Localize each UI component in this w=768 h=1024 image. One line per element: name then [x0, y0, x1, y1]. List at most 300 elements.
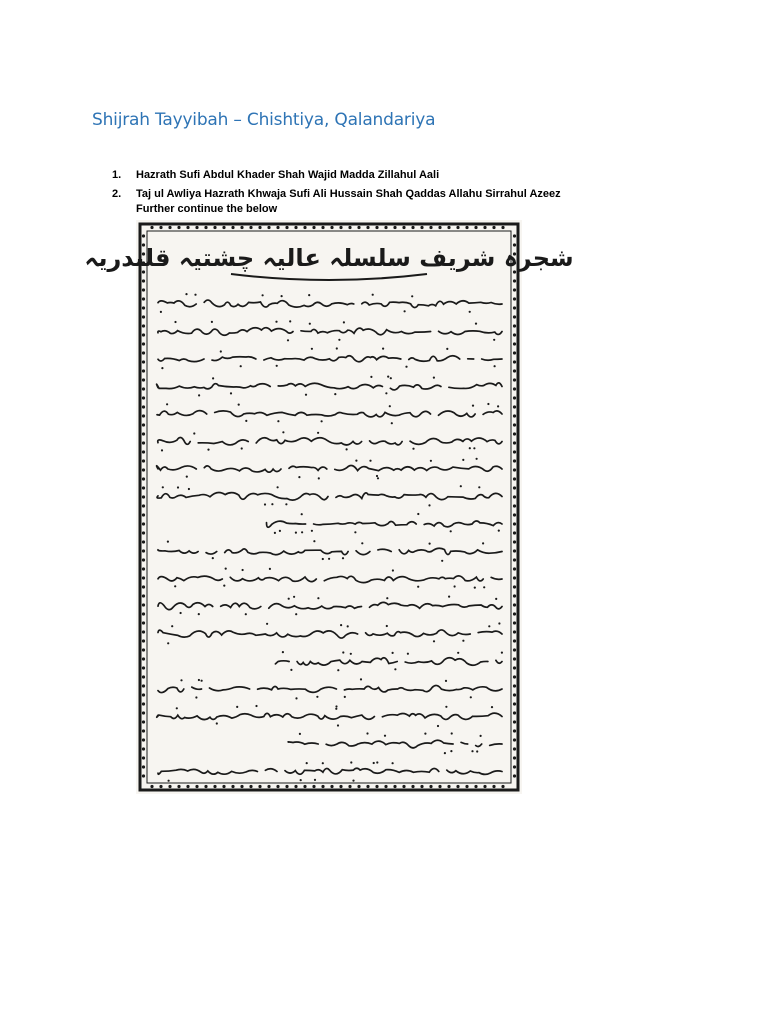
handwritten-line: [158, 356, 502, 362]
diacritic-dot: [186, 476, 188, 478]
diacritic-dot: [433, 640, 435, 642]
diacritic-dot: [317, 432, 319, 434]
border-ornament: [513, 297, 516, 300]
diacritic-dot: [236, 706, 238, 708]
diacritic-dot: [277, 420, 279, 422]
diacritic-dot: [264, 503, 266, 505]
handwritten-line: [267, 521, 503, 527]
diacritic-dot: [282, 431, 284, 433]
diacritic-dot: [266, 623, 268, 625]
handwritten-line: [157, 411, 502, 417]
list-item-number: 1.: [112, 169, 122, 181]
border-ornament: [456, 226, 459, 229]
handwritten-line: [288, 740, 502, 748]
border-ornament: [142, 315, 145, 318]
border-ornament: [186, 785, 189, 788]
border-ornament: [142, 621, 145, 624]
border-ornament: [142, 675, 145, 678]
border-ornament: [492, 226, 495, 229]
diacritic-dot: [162, 486, 164, 488]
border-ornament: [384, 226, 387, 229]
handwritten-line: [157, 383, 502, 390]
border-ornament: [222, 785, 225, 788]
border-ornament: [513, 315, 516, 318]
handwritten-line: [158, 602, 502, 609]
border-ornament: [513, 324, 516, 327]
border-ornament: [339, 785, 342, 788]
diacritic-dot: [288, 598, 290, 600]
border-ornament: [285, 785, 288, 788]
border-ornament: [142, 693, 145, 696]
border-ornament: [303, 226, 306, 229]
border-ornament: [276, 226, 279, 229]
diacritic-dot: [274, 532, 276, 534]
diacritic-dot: [412, 448, 414, 450]
diacritic-dot: [299, 733, 301, 735]
diacritic-dot: [497, 405, 499, 407]
border-ornament: [142, 558, 145, 561]
border-ornament: [393, 226, 396, 229]
border-ornament: [429, 785, 432, 788]
diacritic-dot: [318, 477, 320, 479]
border-ornament: [513, 666, 516, 669]
diacritic-dot: [185, 293, 187, 295]
border-ornament: [513, 414, 516, 417]
diacritic-dot: [308, 294, 310, 296]
border-ornament: [142, 450, 145, 453]
diacritic-dot: [394, 668, 396, 670]
diacritic-dot: [340, 624, 342, 626]
border-ornament: [142, 522, 145, 525]
border-ornament: [513, 441, 516, 444]
border-ornament: [513, 585, 516, 588]
diacritic-dot: [334, 393, 336, 395]
border-ornament: [513, 648, 516, 651]
border-ornament: [150, 785, 153, 788]
border-ornament: [513, 522, 516, 525]
border-ornament: [142, 603, 145, 606]
border-ornament: [142, 612, 145, 615]
border-ornament: [231, 785, 234, 788]
border-ornament: [142, 684, 145, 687]
diacritic-dot: [352, 780, 354, 782]
diacritic-dot: [373, 762, 375, 764]
diacritic-dot: [487, 403, 489, 405]
scanned-urdu-document-image: [84, 220, 574, 794]
border-ornament: [142, 648, 145, 651]
diacritic-dot: [437, 725, 439, 727]
ornamental-border: [142, 226, 516, 788]
border-ornament: [411, 785, 414, 788]
border-ornament: [513, 576, 516, 579]
border-ornament: [513, 729, 516, 732]
diacritic-dot: [471, 750, 473, 752]
border-ornament: [142, 306, 145, 309]
diacritic-dot: [480, 735, 482, 737]
diacritic-dot: [212, 377, 214, 379]
border-ornament: [142, 540, 145, 543]
diacritic-dot: [429, 543, 431, 545]
border-ornament: [513, 594, 516, 597]
diacritic-dot: [177, 486, 179, 488]
diacritic-dot: [346, 448, 348, 450]
border-ornament: [142, 414, 145, 417]
diacritic-dot: [498, 530, 500, 532]
diacritic-dot: [211, 321, 213, 323]
border-ornament: [142, 549, 145, 552]
border-ornament: [186, 226, 189, 229]
border-ornament: [366, 785, 369, 788]
diacritic-dot: [445, 706, 447, 708]
border-ornament: [513, 504, 516, 507]
diacritic-dot: [321, 420, 323, 422]
border-ornament: [513, 540, 516, 543]
diacritic-dot: [295, 532, 297, 534]
border-ornament: [142, 477, 145, 480]
border-ornament: [513, 234, 516, 237]
diacritic-dot: [354, 531, 356, 533]
diacritic-dot: [386, 597, 388, 599]
border-ornament: [142, 333, 145, 336]
border-ornament: [142, 378, 145, 381]
border-ornament: [142, 702, 145, 705]
border-ornament: [348, 226, 351, 229]
diacritic-dot: [161, 449, 163, 451]
diacritic-dot: [343, 321, 345, 323]
diacritic-dot: [342, 557, 344, 559]
border-ornament: [513, 288, 516, 291]
diacritic-dot: [376, 761, 378, 763]
handwritten-line: [158, 300, 502, 307]
diacritic-dot: [460, 485, 462, 487]
diacritic-dot: [428, 504, 430, 506]
border-ornament: [465, 785, 468, 788]
handwritten-line: [158, 576, 502, 583]
border-ornament: [142, 531, 145, 534]
border-ornament: [513, 639, 516, 642]
diacritic-dot: [488, 625, 490, 627]
diacritic-dot: [350, 761, 352, 763]
border-ornament: [513, 603, 516, 606]
diacritic-dot: [174, 321, 176, 323]
diacritic-dot: [386, 625, 388, 627]
handwritten-line: [158, 630, 502, 638]
diacritic-dot: [309, 323, 311, 325]
diacritic-dot: [451, 732, 453, 734]
diacritic-dot: [462, 459, 464, 461]
border-ornament: [142, 567, 145, 570]
border-ornament: [142, 288, 145, 291]
outer-border: [140, 224, 518, 790]
diacritic-dot: [269, 568, 271, 570]
inner-border: [147, 231, 511, 783]
border-ornament: [513, 657, 516, 660]
border-ornament: [447, 226, 450, 229]
border-ornament: [159, 785, 162, 788]
border-ornament: [142, 405, 145, 408]
diacritic-dot: [382, 348, 384, 350]
border-ornament: [142, 432, 145, 435]
diacritic-dot: [277, 486, 279, 488]
border-ornament: [142, 369, 145, 372]
border-ornament: [429, 226, 432, 229]
diacritic-dot: [372, 294, 374, 296]
border-ornament: [447, 785, 450, 788]
diacritic-dot: [194, 294, 196, 296]
diacritic-dot: [285, 503, 287, 505]
border-ornament: [513, 702, 516, 705]
border-ornament: [240, 226, 243, 229]
diacritic-dot: [476, 458, 478, 460]
diacritic-dot: [344, 696, 346, 698]
diacritic-dot: [290, 669, 292, 671]
diacritic-dot: [167, 642, 169, 644]
diacritic-dot: [262, 294, 264, 296]
diacritic-dot: [167, 541, 169, 543]
diacritic-dot: [317, 597, 319, 599]
border-ornament: [150, 226, 153, 229]
diacritic-dot: [306, 762, 308, 764]
diacritic-dot: [271, 503, 273, 505]
diacritic-dot: [337, 669, 339, 671]
border-ornament: [474, 226, 477, 229]
diacritic-dot: [444, 752, 446, 754]
diacritic-dot: [313, 540, 315, 542]
border-ornament: [513, 747, 516, 750]
border-ornament: [195, 226, 198, 229]
diacritic-dot: [430, 460, 432, 462]
border-ornament: [513, 423, 516, 426]
diacritic-dot: [454, 585, 456, 587]
border-ornament: [420, 226, 423, 229]
diacritic-dot: [287, 339, 289, 341]
border-ornament: [375, 785, 378, 788]
diacritic-dot: [168, 780, 170, 782]
page-title: Shijrah Tayyibah – Chishtiya, Qalandariya: [92, 110, 436, 130]
diacritic-dot: [392, 762, 394, 764]
border-ornament: [142, 666, 145, 669]
border-ornament: [142, 594, 145, 597]
diacritic-dot: [446, 348, 448, 350]
diacritic-dot: [336, 347, 338, 349]
diacritic-dot: [316, 696, 318, 698]
border-ornament: [513, 612, 516, 615]
diacritic-dot: [242, 569, 244, 571]
diacritic-dot: [417, 586, 419, 588]
diacritic-dot: [276, 365, 278, 367]
border-ornament: [142, 351, 145, 354]
handwritten-line: [157, 465, 502, 472]
diacritic-dot: [240, 365, 242, 367]
border-ornament: [513, 513, 516, 516]
diacritic-dot: [293, 596, 295, 598]
border-ornament: [357, 226, 360, 229]
border-ornament: [231, 226, 234, 229]
border-ornament: [513, 369, 516, 372]
diacritic-dot: [241, 447, 243, 449]
border-ornament: [142, 387, 145, 390]
border-ornament: [348, 785, 351, 788]
diacritic-dot: [366, 732, 368, 734]
diacritic-dot: [404, 310, 406, 312]
handwritten-line: [275, 658, 502, 665]
border-ornament: [330, 226, 333, 229]
border-ornament: [501, 226, 504, 229]
border-ornament: [195, 785, 198, 788]
diacritic-dot: [335, 708, 337, 710]
border-ornament: [159, 226, 162, 229]
diacritic-dot: [370, 376, 372, 378]
border-ornament: [142, 441, 145, 444]
border-ornament: [513, 711, 516, 714]
border-ornament: [513, 387, 516, 390]
diacritic-dot: [220, 350, 222, 352]
diacritic-dot: [230, 392, 232, 394]
diacritic-dot: [255, 705, 257, 707]
border-ornament: [513, 720, 516, 723]
diacritic-dot: [188, 488, 190, 490]
border-ornament: [513, 630, 516, 633]
diacritic-dot: [491, 706, 493, 708]
border-ornament: [513, 756, 516, 759]
diacritic-dot: [322, 558, 324, 560]
border-ornament: [513, 477, 516, 480]
border-ornament: [513, 351, 516, 354]
border-ornament: [142, 342, 145, 345]
border-ornament: [267, 226, 270, 229]
border-ornament: [294, 226, 297, 229]
border-ornament: [142, 468, 145, 471]
border-ornament: [513, 333, 516, 336]
border-ornament: [513, 459, 516, 462]
border-ornament: [168, 226, 171, 229]
diacritic-dot: [355, 460, 357, 462]
handwritten-line: [157, 493, 502, 501]
diacritic-dot: [198, 613, 200, 615]
border-ornament: [513, 531, 516, 534]
border-ornament: [513, 621, 516, 624]
border-ornament: [177, 785, 180, 788]
border-ornament: [142, 396, 145, 399]
border-ornament: [142, 513, 145, 516]
border-ornament: [465, 226, 468, 229]
diacritic-dot: [322, 762, 324, 764]
diacritic-dot: [216, 722, 218, 724]
diacritic-dot: [448, 596, 450, 598]
diacritic-dot: [314, 779, 316, 781]
diacritic-dot: [245, 613, 247, 615]
diacritic-dot: [180, 679, 182, 681]
diacritic-dot: [282, 651, 284, 653]
diacritic-dot: [301, 531, 303, 533]
border-ornament: [142, 630, 145, 633]
border-ornament: [384, 785, 387, 788]
border-ornament: [330, 785, 333, 788]
diacritic-dot: [495, 598, 497, 600]
border-ornament: [276, 785, 279, 788]
scan-heading: شجرہ شریف سلسلہ عالیہ چشتیہ قلندریہ: [84, 244, 574, 272]
border-ornament: [142, 495, 145, 498]
border-ornament: [393, 785, 396, 788]
border-ornament: [142, 738, 145, 741]
border-ornament: [513, 693, 516, 696]
border-ornament: [513, 495, 516, 498]
border-ornament: [204, 785, 207, 788]
diacritic-dot: [407, 653, 409, 655]
diacritic-dot: [195, 696, 197, 698]
diacritic-dot: [376, 475, 378, 477]
border-ornament: [267, 785, 270, 788]
handwritten-line: [157, 713, 502, 719]
border-ornament: [142, 360, 145, 363]
list-item-text: Taj ul Awliya Hazrath Khwaja Sufi Ali Hussain Shah Qaddas Allahu Sirrahul Azeez: [136, 188, 561, 200]
diacritic-dot: [361, 542, 363, 544]
border-ornament: [142, 234, 145, 237]
diacritic-dot: [450, 750, 452, 752]
diacritic-dot: [347, 625, 349, 627]
border-ornament: [513, 432, 516, 435]
diacritic-dot: [225, 568, 227, 570]
handwritten-line: [158, 328, 502, 336]
diacritic-dot: [298, 476, 300, 478]
border-ornament: [513, 486, 516, 489]
diacritic-dot: [470, 696, 472, 698]
diacritic-dot: [472, 405, 474, 407]
handwritten-urdu-lines: [157, 293, 503, 782]
border-ornament: [142, 756, 145, 759]
diacritic-dot: [369, 460, 371, 462]
border-ornament: [258, 785, 261, 788]
border-ornament: [420, 785, 423, 788]
diacritic-dot: [501, 652, 503, 654]
diacritic-dot: [245, 420, 247, 422]
handwritten-line: [158, 685, 502, 692]
border-ornament: [142, 279, 145, 282]
border-ornament: [402, 226, 405, 229]
border-ornament: [513, 675, 516, 678]
border-ornament: [142, 729, 145, 732]
diacritic-dot: [207, 449, 209, 451]
diacritic-dot: [385, 392, 387, 394]
border-ornament: [513, 405, 516, 408]
border-ornament: [168, 785, 171, 788]
border-ornament: [402, 785, 405, 788]
diacritic-dot: [445, 680, 447, 682]
diacritic-dot: [483, 586, 485, 588]
diacritic-dot: [201, 680, 203, 682]
diacritic-dot: [450, 530, 452, 532]
border-ornament: [142, 576, 145, 579]
diacritic-dot: [387, 376, 389, 378]
diacritic-dot: [300, 779, 302, 781]
diacritic-dot: [335, 705, 337, 707]
diacritic-dot: [342, 651, 344, 653]
border-ornament: [321, 226, 324, 229]
border-ornament: [204, 226, 207, 229]
border-ornament: [513, 558, 516, 561]
diacritic-dot: [462, 640, 464, 642]
border-ornament: [142, 657, 145, 660]
diacritic-dot: [377, 477, 379, 479]
border-ornament: [312, 226, 315, 229]
diacritic-dot: [433, 377, 435, 379]
border-ornament: [177, 226, 180, 229]
border-ornament: [321, 785, 324, 788]
border-ornament: [142, 639, 145, 642]
border-ornament: [142, 747, 145, 750]
diacritic-dot: [350, 653, 352, 655]
diacritic-dot: [180, 612, 182, 614]
